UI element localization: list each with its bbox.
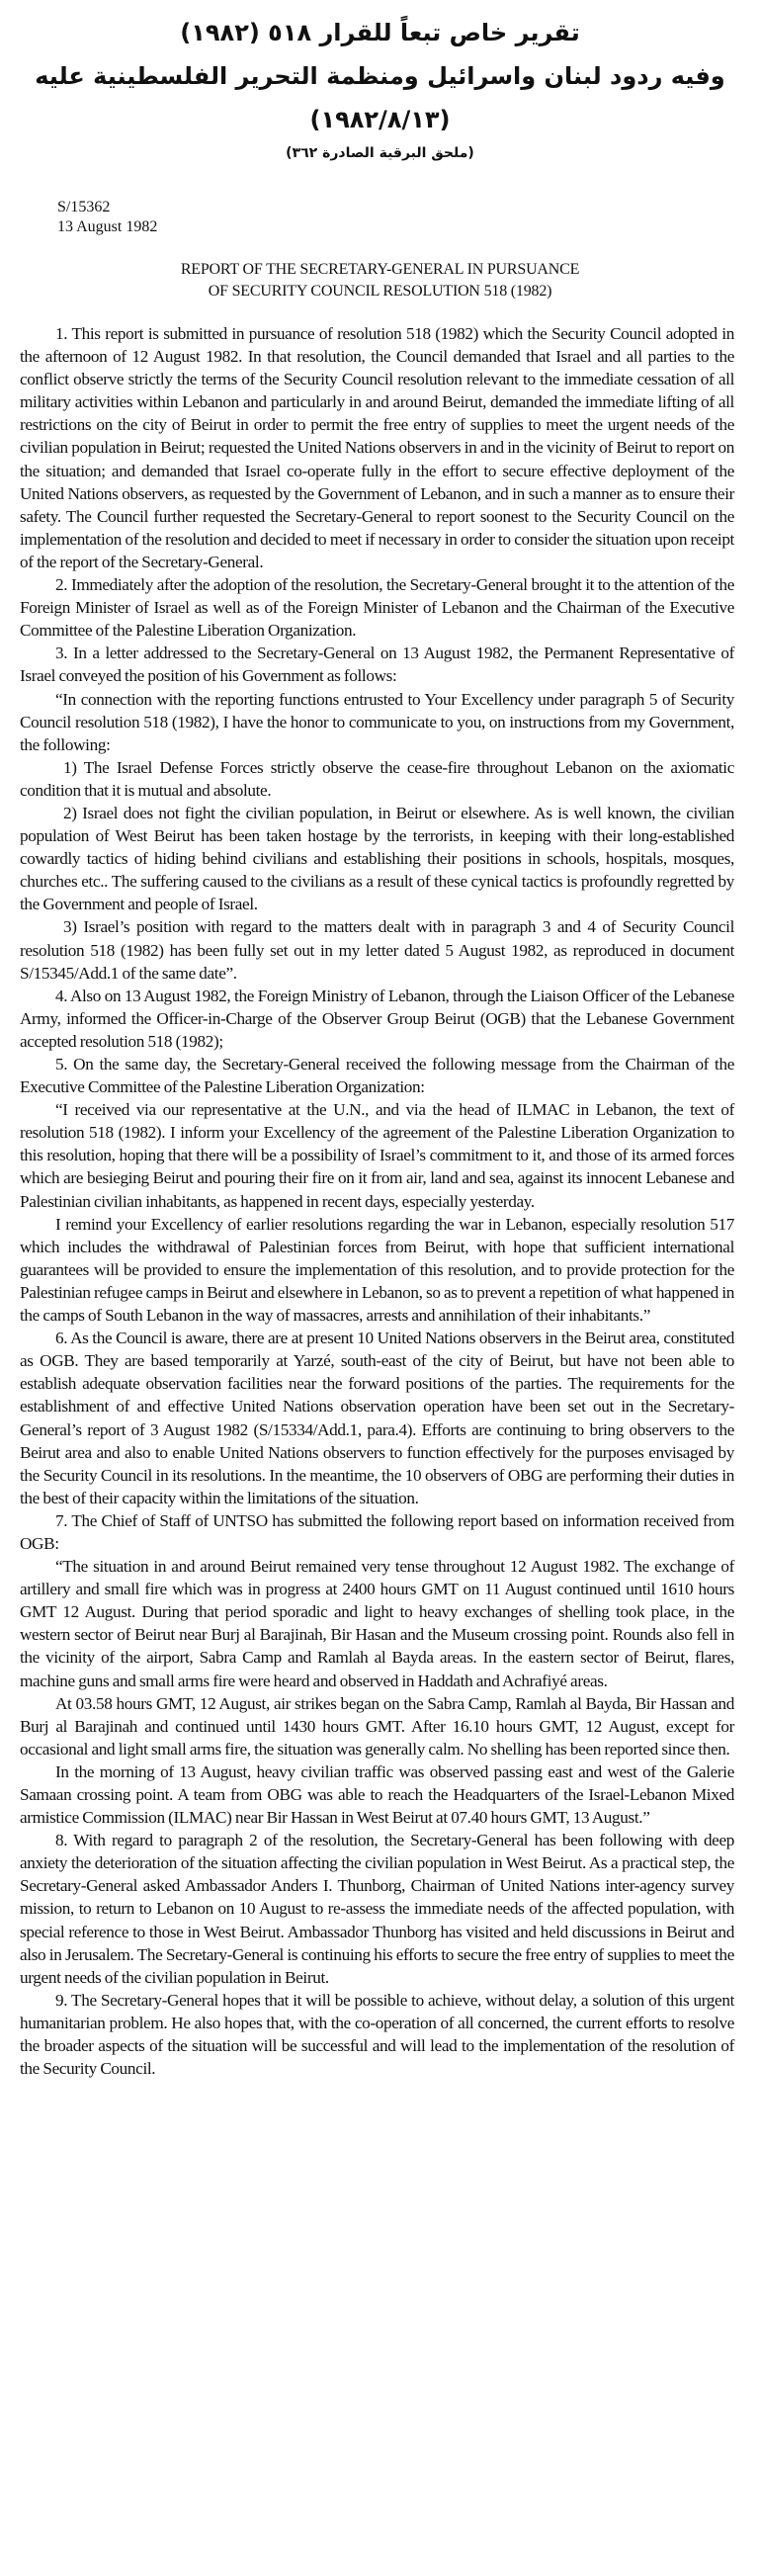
arabic-title-line-2: وفيه ردود لبنان واسرائيل ومنظمة التحرير الفلسطينية عليه (35, 62, 725, 90)
untso-report-part-3: In the morning of 13 August, heavy civilian traffic was observed passing east and west of the Galerie Samaan crossing point. A team from OBG was able to reach the Headquarters of the Israel-Lebanon Mixed armistice Commission (ILMAC) near Bir Hassan in West Beirut at 07.40 hours GMT, 13 August.” (20, 1761, 734, 1828)
israel-letter-point-1: 1) The Israel Defense Forces strictly observe the cease-fire throughout Lebanon on the axiomatic condition that it is mutual and absolute. (20, 757, 734, 800)
document-body (20, 322, 734, 2080)
israel-letter-point-3: 3) Israel’s position with regard to the matters dealt with in paragraph 3 and 4 of Security Council resolution 518 (1982) has been fully set out in my letter dated 5 August 1982, as reproduced in document S/15345/Add.1 of the same date”. (20, 917, 734, 983)
paragraph-8: 8. With regard to paragraph 2 of the resolution, the Secretary-General has been following with deep anxiety the deterioration of the situation affecting the civilian population in West Beirut. As a practical step, the Secretary-General asked Ambassador Anders I. Thunborg, Chairman of United Nations inter-agency survey mission, to return to Lebanon on 10 August to re-assess the immediate needs of the affected population, with special reference to those in West Beirut. Ambassador Thunborg has visited and held discussions in Beirut and also in Jerusalem. The Secretary-General is continuing his efforts to secure the free entry of supplies to meet the urgent needs of the civilian population in Beirut. (20, 1831, 734, 1987)
document-symbol: S/15362 (57, 199, 111, 215)
arabic-annex-note: (ملحق البرقية الصادرة ٣٦٢) (286, 145, 474, 161)
paragraph-3: 3. In a letter addressed to the Secretary-General on 13 August 1982, the Permanent Representative of Israel conveyed the position of his Government as follows: (20, 644, 734, 686)
paragraph-4: 4. Also on 13 August 1982, the Foreign Ministry of Lebanon, through the Liaison Officer of the Lebanese Army, informed the Officer-in-Charge of the Observer Group Beirut (OGB) that the Lebanese Government accepted resolution 518 (1982); (20, 986, 734, 1051)
untso-report-part-1: “The situation in and around Beirut remained very tense throughout 12 August 1982. The exchange of artillery and small fire which was in progress at 2400 hours GMT on 11 August continued until 1610 hours GMT 12 August. During that period sporadic and light to heavy exchanges of shelling took place, in the western sector of Beirut near Burj al Barajinah, Bir Hasan and the Museum crossing point. Rounds also fell in the vicinity of the airport, Sabra Camp and Ramlah al Bayda areas. In the eastern sector of Beirut, flares, machine guns and small arms fire were heard and observed in Haddath and Achrafiyé areas. (20, 1557, 734, 1690)
paragraph-1: 1. This report is submitted in pursuance of resolution 518 (1982) which the Security Council adopted in the afternoon of 12 August 1982. In that resolution, the Council demanded that Israel and all parties to the conflict observe strictly the terms of the Security Council resolution relevant to the immediate cessation of all military activities within Lebanon and particularly in and around Beirut, demanded the immediate lifting of all restrictions on the city of Beirut in order to permit the free entry of supplies to meet the urgent needs of the civilian population in Beirut; requested the United Nations observers in and in the vicinity of Beirut to report on the situation; and demanded that Israel co-operate fully in the effort to secure effective deployment of the United Nations observers, as requested by the Government of Lebanon, and in such a manner as to ensure their safety. The Council further requested the Secretary-General to report soonest to the Security Council on the implementation of the resolution and decided to meet if necessary in order to consider the situation upon receipt of the report of the Secretary-General. (20, 324, 734, 571)
israel-letter-point-2: 2) Israel does not fight the civilian population, in Beirut or elsewhere. As is well known, the civilian population of West Beirut has been taken hostage by the terrorists, in keeping with their long-established cowardly tactics of hiding behind civilians and establishing their positions in schools, hospitals, mosques, churches etc.. The suffering caused to the civilians as a result of these cynical tactics is profoundly regretted by the Government and people of Israel. (20, 803, 734, 914)
document-title-line-1: REPORT OF THE SECRETARY-GENERAL IN PURSUANCE (180, 261, 580, 278)
document-meta (57, 198, 760, 237)
paragraph-5: 5. On the same day, the Secretary-General received the following message from the Chairman of the Executive Committee of the Palestine Liberation Organization: (20, 1055, 734, 1097)
paragraph-2: 2. Immediately after the adoption of the resolution, the Secretary-General brought it to the attention of the Foreign Minister of Israel as well as of the Foreign Minister of Lebanon and the Chairman of the Executive Committee of the Palestine Liberation Organization. (20, 575, 734, 641)
untso-report-part-2: At 03.58 hours GMT, 12 August, air strikes began on the Sabra Camp, Ramlah al Bayda, Bir Hassan and Burj al Barajinah and continued until 1430 hours GMT. After 16.10 hours GMT, 12 August, except for occasional and light small arms fire, the situation was generally calm. No shelling has been reported since then. (20, 1693, 734, 1759)
arabic-header (0, 0, 760, 164)
document-title-line-2: OF SECURITY COUNCIL RESOLUTION 518 (1982) (208, 283, 552, 300)
document-date: 13 August 1982 (57, 218, 158, 235)
israel-letter-intro: “In connection with the reporting functions entrusted to Your Excellency under paragraph 5 of Security Council resolution 518 (1982), I have the honor to communicate to you, on instructions from my Government, the following: (20, 689, 734, 754)
plo-message-part-2: I remind your Excellency of earlier resolutions regarding the war in Lebanon, especially resolution 517 which includes the withdrawal of Palestinian forces from Beirut, with hope that sufficient international guarantees will be provided to ensure the implementation of this resolution, and to provide protection for the Palestinian refugee camps in Beirut and elsewhere in Lebanon, so as to prevent a repetition of what happened in the camps of South Lebanon in the way of massacres, arrests and annihilation of their inhabitants.” (20, 1214, 734, 1326)
plo-message-part-1: “I received via our representative at the U.N., and via the head of ILMAC in Lebanon, the text of resolution 518 (1982). I inform your Excellency of the agreement of the Palestine Liberation Organization to this resolution, hoping that there will be a possibility of Israel’s commitment to it, and those of its armed forces which are besieging Beirut and pouring their fire on it from air, land and sea, against its innocent Lebanese and Palestinian civilian inhabitants, as happened in recent days, especially yesterday. (20, 1100, 734, 1211)
arabic-date: (١٩٨٢/٨/١٣) (309, 106, 451, 133)
paragraph-7: 7. The Chief of Staff of UNTSO has submitted the following report based on information received from OGB: (20, 1510, 734, 1553)
document-title (0, 259, 760, 302)
paragraph-9: 9. The Secretary-General hopes that it will be possible to achieve, without delay, a solution of this urgent humanitarian problem. He also hopes that, with the co-operation of all concerned, the current efforts to resolve the broader aspects of the situation will be successful and will lead to the implementation of the resolution of the Security Council. (20, 1990, 734, 2079)
arabic-title-line-1: تقرير خاص تبعاً للقرار ٥١٨ (١٩٨٢) (180, 19, 580, 46)
paragraph-6: 6. As the Council is aware, there are at present 10 United Nations observers in the Beirut area, constituted as OGB. They are based temporarily at Yarzé, south-east of the city of Beirut, but have not been able to establish adequate observation facilities near the forward positions of the parties. The requirements for the establishment of and effective United Nations observation operation have been set out in the Secretary-General’s report of 3 August 1982 (S/15334/Add.1, para.4). Efforts are continuing to bring observers to the Beirut area and also to enable United Nations observers to function effectively for the purposes envisaged by the Security Council in its resolutions. In the meantime, the 10 observers of OBG are performing their duties in the best of their capacity within the limitations of the situation. (20, 1329, 734, 1507)
